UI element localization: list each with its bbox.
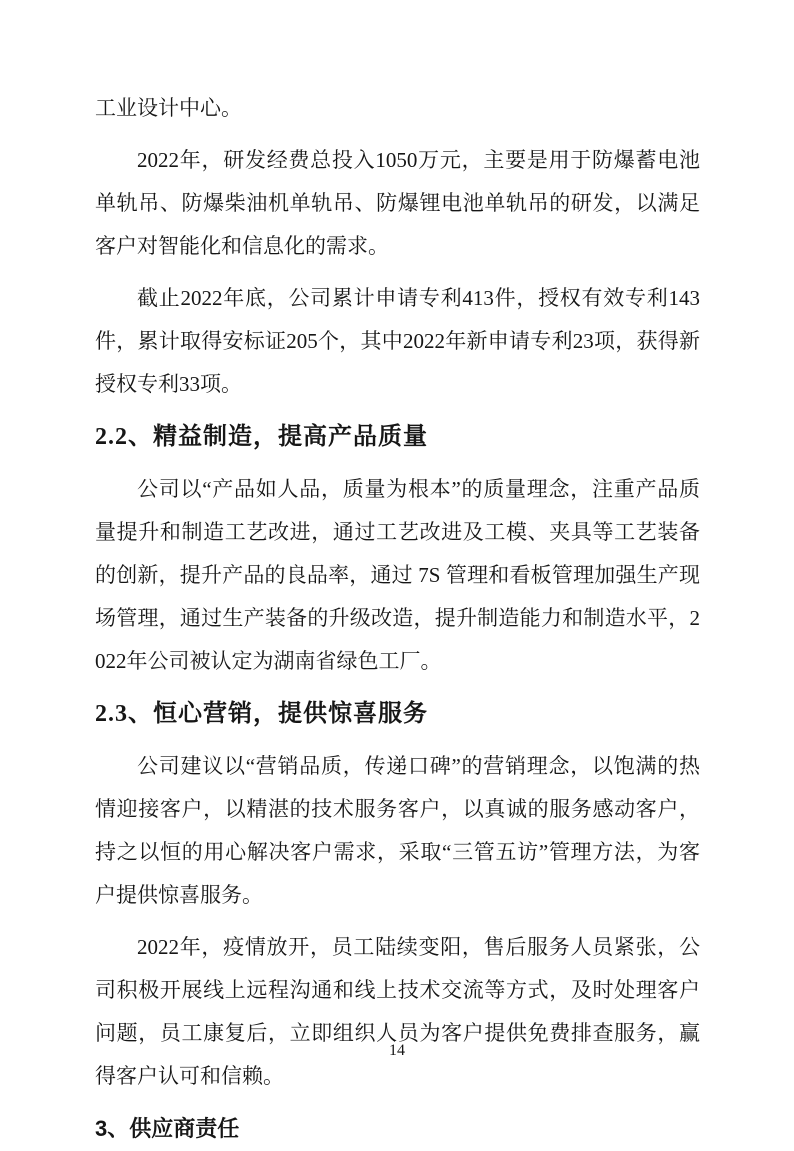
page-number: 14 — [389, 1042, 405, 1059]
paragraph-covid-customer-service: 2022年，疫情放开，员工陆续变阳，售后服务人员紧张，公司积极开展线上远程沟通和线上技术交流等方式，及时处理客户问题，员工康复后，立即组织人员为客户提供免费排查服务，赢得客户认可和信赖。 — [95, 935, 700, 1088]
paragraph-continuation-design-center: 工业设计中心。 — [95, 96, 242, 120]
paragraph-rd-investment: 2022年，研发经费总投入1050万元，主要是用于防爆蓄电池单轨吊、防爆柴油机单轨吊、防爆锂电池单轨吊的研发，以满足客户对智能化和信息化的需求。 — [95, 148, 700, 258]
paragraph-patent-stats: 截止2022年底，公司累计申请专利413件，授权有效专利143件，累计取得安标证205个，其中2022年新申请专利23项，获得新授权专利33项。 — [95, 286, 700, 396]
paragraph-lean-manufacturing: 公司以“产品如人品，质量为根本”的质量理念，注重产品质量提升和制造工艺改进，通过工艺改进及工模、夹具等工艺装备的创新，提升产品的良品率，通过 7S 管理和看板管理加强生产现场管理，通过生产装备的升级改造，提升制造能力和制造水平，2022年公司被认定为湖南省绿色工厂。 — [95, 477, 700, 673]
heading-section-2-2: 2.2、精益制造，提高产品质量 — [95, 424, 428, 450]
heading-section-2-3: 2.3、恒心营销，提供惊喜服务 — [95, 701, 428, 727]
paragraph-marketing-philosophy: 公司建议以“营销品质，传递口碑”的营销理念，以饱满的热情迎接客户，以精湛的技术服务客户，以真诚的服务感动客户，持之以恒的用心解决客户需求，采取“三管五访”管理方法，为客户提供惊喜服务。 — [95, 754, 700, 907]
heading-section-3: 3、供应商责任 — [95, 1116, 240, 1141]
